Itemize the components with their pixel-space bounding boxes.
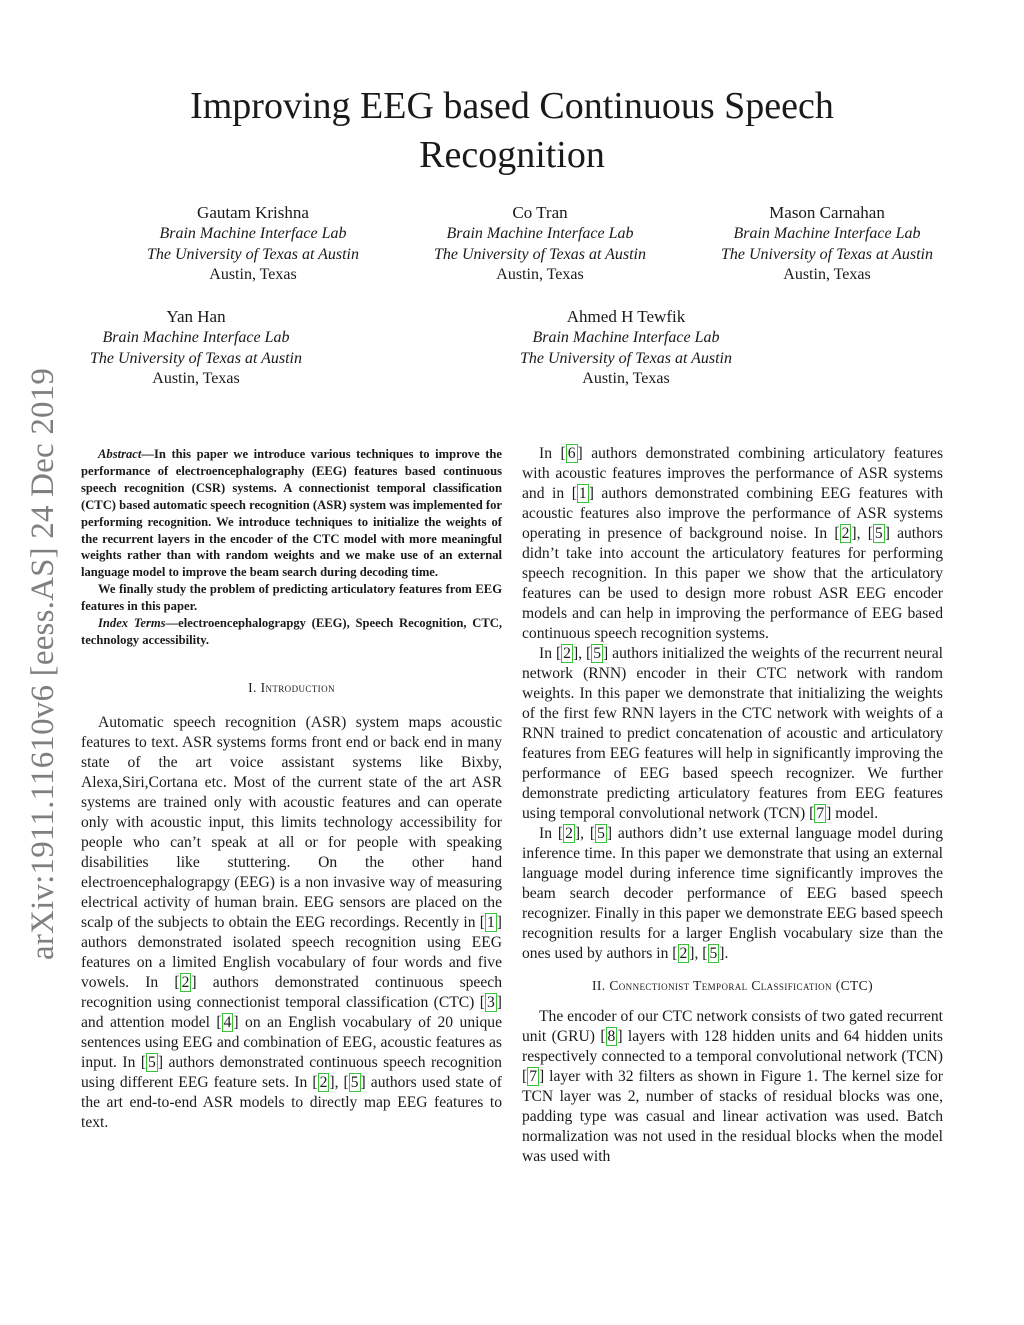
author-name: Co Tran	[512, 203, 568, 222]
section-title: Introduction	[260, 679, 335, 695]
author-block-3	[677, 202, 977, 286]
citation-link[interactable]: 2	[181, 973, 190, 991]
abstract-label: Abstract	[98, 447, 142, 461]
abstract	[81, 446, 502, 649]
citation-link[interactable]: 2	[319, 1073, 328, 1091]
citation-link[interactable]: 5	[350, 1073, 359, 1091]
section-heading-ctc	[522, 976, 943, 996]
citation-link[interactable]: 3	[487, 993, 495, 1011]
intro-paragraph-1: Automatic speech recognition (ASR) system maps acoustic features to text. ASR systems forms front end or back end in many state of the art voice assistant systems like Bixby, Alexa,Siri,Cortana etc. Most of the current state of the art ASR systems are trained only with acoustic features and can operate only with acoustic input, this limits technology accessibility for people who can’t speak at all or for people with speaking disabilities like stuttering. On the other hand electroencephalograpgy (EEG) is a non invasive way of measuring electrical activity of human brain. EEG sensors are placed on the scalp of the subjects to obtain the EEG recordings. Recently in [ 1 ] authors demonstrated isolated speech recognition using EEG features on a limited English vocabulary of four words and five vowels. In [ 2 ] authors demonstrated continuous speech recognition using connectionist temporal classification (CTC) [ 3 ] and attention model [ 4 ] on an English vocabulary of 20 unique sentences using EEG and combination of EEG, acoustic features as input. In [ 5 ] authors demonstrated continuous speech recognition using different EEG feature sets. In [ 2 ], [ 5 ] authors used state of the art end-to-end ASR models to directly map EEG features to text.	[81, 713, 502, 1131]
citation-link[interactable]: 1	[487, 913, 495, 931]
paper-title-line-2: Recognition	[419, 134, 605, 176]
author-block-2	[390, 202, 690, 286]
author-city: Austin, Texas	[152, 370, 240, 388]
author-university: The University of Texas at Austin	[90, 349, 302, 367]
citation-link[interactable]: 5	[148, 1053, 156, 1071]
citation-link[interactable]: 6	[567, 445, 576, 462]
citation-link[interactable]: 5	[874, 525, 883, 542]
author-lab: Brain Machine Interface Lab	[159, 225, 347, 242]
arxiv-identifier-stamp: arXiv:1911.11610v6 [eess.AS] 24 Dec 2019	[25, 367, 61, 960]
author-block-4	[46, 306, 346, 390]
author-lab: Brain Machine Interface Lab	[733, 225, 921, 242]
citation-link[interactable]: 5	[709, 945, 718, 962]
author-name: Ahmed H Tewfik	[566, 307, 686, 326]
author-name: Mason Carnahan	[769, 203, 885, 222]
left-column	[81, 446, 502, 1133]
intro-paragraph-2: In [ 6 ] authors demonstrated combining articulatory features with acoustic features improves the performance of ASR systems and in [ 1 ] authors demonstrated combining EEG features with acoustic features also improve the performance of ASR systems operating in presence of background noise. In [ 2 ], [ 5 ] authors didn’t take into account the articulatory features for performing speech recognition. In this paper we show that the articulatory features can be used to design more robust ASR EEG encoder models and can help in improving the performance of EEG based continuous speech recognition systems.	[522, 445, 944, 642]
citation-link[interactable]: 8	[607, 1028, 616, 1045]
citation-link[interactable]: 7	[529, 1068, 537, 1085]
ctc-paragraph-1: The encoder of our CTC network consists of two gated recurrent unit (GRU) [ 8 ] layers with 128 hidden units and 64 hidden units respectively connected to a temporal convolutional network (TCN) [ 7 ] layer with 32 filters as shown in Figure 1. The kernel size for TCN layer was 2, number of stacks of residual blocks was one, padding type was casual and linear activation was used. Batch normalization was not used in the residual blocks when the model was used with	[522, 1008, 943, 1165]
citation-link[interactable]: 4	[223, 1013, 232, 1031]
citation-link[interactable]: 5	[593, 645, 602, 662]
section-number: I.	[248, 679, 257, 695]
author-university: The University of Texas at Austin	[520, 349, 732, 367]
author-block-5	[476, 306, 776, 390]
index-terms-label: Index Terms	[98, 616, 166, 631]
abstract-text: —In this paper we introduce various techniques to improve the performance of electroencephalography (EEG) features based continuous speech recognition (CSR) systems. A connectionist temporal classification (CTC) based automatic speech recognition (ASR) system was implemented for performing recognition. We introduce techniques to initialize the weights of the recurrent layers in the encoder of the CTC model with more meaningful weights rather than with random weights and we make use of an external language model to improve the beam search during decoding time.	[81, 447, 502, 580]
section-title: Connectionist Temporal Classification (CTC)	[609, 978, 873, 993]
author-block-1	[103, 202, 403, 286]
paper-title	[100, 82, 924, 180]
intro-paragraph-4: In [ 2 ], [ 5 ] authors didn’t use external language model during inference time. In this paper we demonstrate that using an external language model during inference time significantly improves the beam search decoder performance of EEG based speech recognizer. Finally in this paper we demonstrate EEG based speech recognition results for a larger English vocabulary size than the ones used by authors in [ 2 ], [ 5 ].	[522, 825, 944, 962]
author-university: The University of Texas at Austin	[147, 245, 359, 263]
author-lab: Brain Machine Interface Lab	[532, 329, 720, 346]
abstract-paragraph-2: We finally study the problem of predicting articulatory features from EEG features in this paper.	[81, 582, 502, 614]
citation-link[interactable]: 7	[816, 805, 825, 822]
paper-title-line-1: Improving EEG based Continuous Speech	[190, 85, 834, 127]
author-name: Gautam Krishna	[197, 203, 309, 222]
author-university: The University of Texas at Austin	[434, 245, 646, 263]
index-terms-text: —electroencephalograpgy (EEG), Speech Recognition, CTC, technology accessibility.	[81, 616, 502, 647]
citation-link[interactable]: 2	[841, 525, 850, 542]
author-city: Austin, Texas	[783, 266, 871, 284]
author-city: Austin, Texas	[209, 266, 297, 284]
author-city: Austin, Texas	[496, 266, 584, 284]
citation-link[interactable]: 1	[578, 485, 587, 502]
author-city: Austin, Texas	[582, 370, 670, 388]
author-lab: Brain Machine Interface Lab	[102, 329, 290, 346]
citation-link[interactable]: 5	[597, 825, 605, 842]
intro-paragraph-3: In [ 2 ], [ 5 ] authors initialized the weights of the recurrent neural network (RNN) encoder in their CTC network with random weights. In this paper we demonstrate that initializing the weights of the first few RNN layers in the CTC network with weights of a RNN trained to predict concatenation of acoustic and articulatory features from EEG features will help in significantly improving the performance of EEG based speech recognizer. We further demonstrate predicting articulatory features from EEG features using temporal convolutional network (TCN) [ 7 ] model.	[522, 645, 943, 822]
section-heading-introduction	[81, 678, 502, 698]
author-lab: Brain Machine Interface Lab	[446, 225, 634, 242]
right-column	[522, 444, 943, 1167]
author-university: The University of Texas at Austin	[721, 245, 933, 263]
citation-link[interactable]: 2	[565, 825, 573, 842]
section-number: II.	[592, 978, 606, 993]
citation-link[interactable]: 2	[679, 945, 688, 962]
citation-link[interactable]: 2	[563, 645, 571, 662]
author-name: Yan Han	[166, 307, 226, 326]
